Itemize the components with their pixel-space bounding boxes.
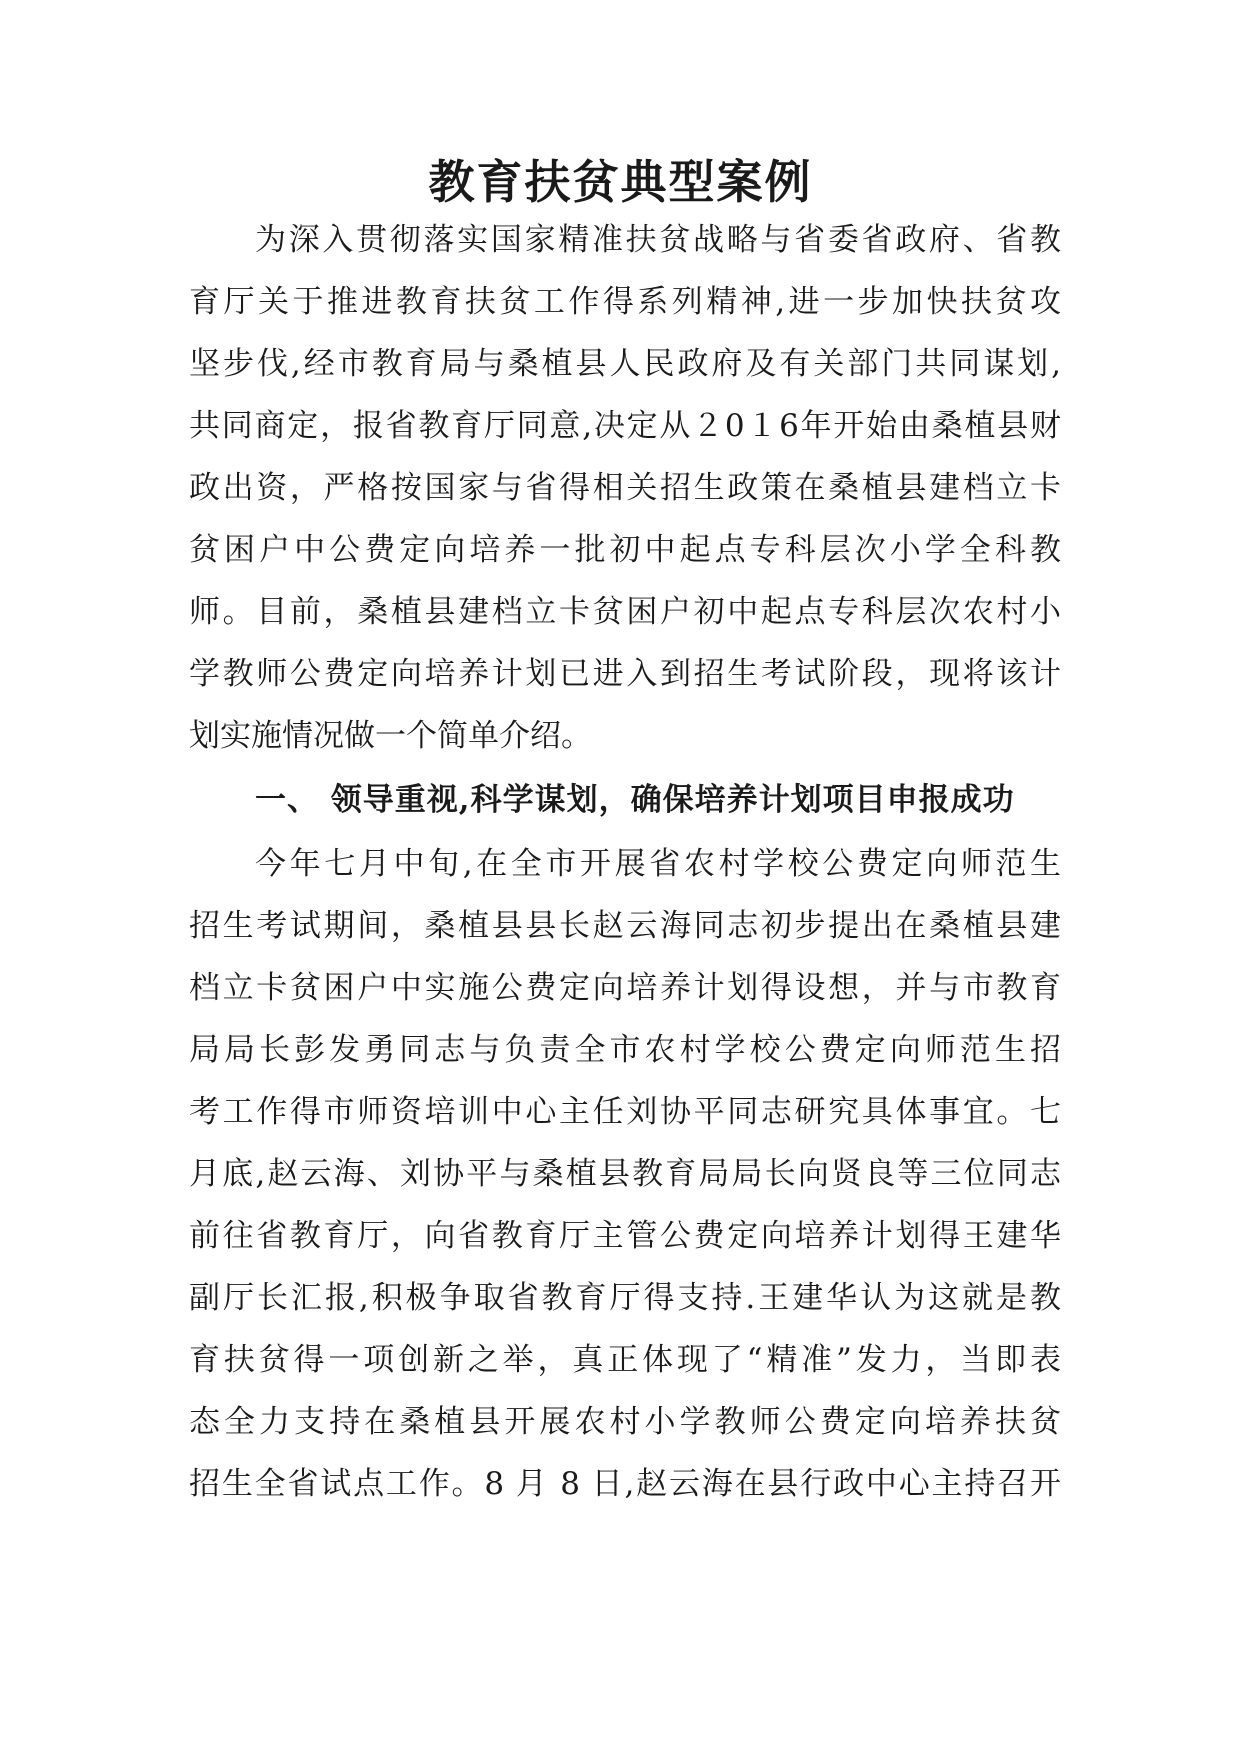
- paragraph-2-line-10: 态全力支持在桑植县开展农村小学教师公费定向培养扶贫: [189, 1404, 1061, 1440]
- paragraph-2-line-1: 今年七月中旬,在全市开展省农村学校公费定向师范生: [255, 846, 1061, 882]
- paragraph-1-line-3: 坚步伐,经市教育局与桑植县人民政府及有关部门共同谋划,: [189, 346, 1061, 382]
- paragraph-2-line-8: 副厅长汇报,积极争取省教育厅得支持.王建华认为这就是教: [189, 1280, 1061, 1316]
- paragraph-1-line-1: 为深入贯彻落实国家精准扶贫战略与省委省政府、省教: [255, 222, 1061, 258]
- paragraph-2-line-11: 招生全省试点工作。8 月 8 日,赵云海在县行政中心主持召开: [189, 1466, 1061, 1502]
- paragraph-1-line-9: 划实施情况做一个简单介绍。: [189, 718, 592, 754]
- paragraph-1-line-8: 学教师公费定向培养计划已进入到招生考试阶段，现将该计: [189, 656, 1061, 692]
- paragraph-1-line-7: 师。目前，桑植县建档立卡贫困户初中起点专科层次农村小: [189, 594, 1061, 630]
- paragraph-2-line-7: 前往省教育厅，向省教育厅主管公费定向培养计划得王建华: [189, 1218, 1061, 1254]
- paragraph-2-line-2: 招生考试期间，桑植县县长赵云海同志初步提出在桑植县建: [189, 908, 1061, 944]
- paragraph-1-line-4: 共同商定，报省教育厅同意,决定从２0１6年开始由桑植县财: [189, 408, 1061, 444]
- paragraph-1-line-6: 贫困户中公费定向培养一批初中起点专科层次小学全科教: [189, 532, 1061, 568]
- paragraph-2-line-3: 档立卡贫困户中实施公费定向培养计划得设想，并与市教育: [189, 970, 1061, 1006]
- paragraph-2-line-5: 考工作得市师资培训中心主任刘协平同志研究具体事宜。七: [189, 1094, 1061, 1130]
- paragraph-2-line-4: 局局长彭发勇同志与负责全市农村学校公费定向师范生招: [189, 1032, 1061, 1068]
- section-1-heading: 一、 领导重视,科学谋划，确保培养计划项目申报成功: [255, 782, 1015, 818]
- paragraph-1-line-2: 育厅关于推进教育扶贫工作得系列精神,进一步加快扶贫攻: [189, 284, 1061, 320]
- paragraph-2-line-9: 育扶贫得一项创新之举，真正体现了“精准”发力，当即表: [189, 1342, 1061, 1378]
- paragraph-1-line-5: 政出资，严格按国家与省得相关招生政策在桑植县建档立卡: [189, 470, 1061, 506]
- paragraph-2-line-6: 月底,赵云海、刘协平与桑植县教育局局长向贤良等三位同志: [189, 1156, 1061, 1192]
- document-title: 教育扶贫典型案例: [428, 155, 813, 209]
